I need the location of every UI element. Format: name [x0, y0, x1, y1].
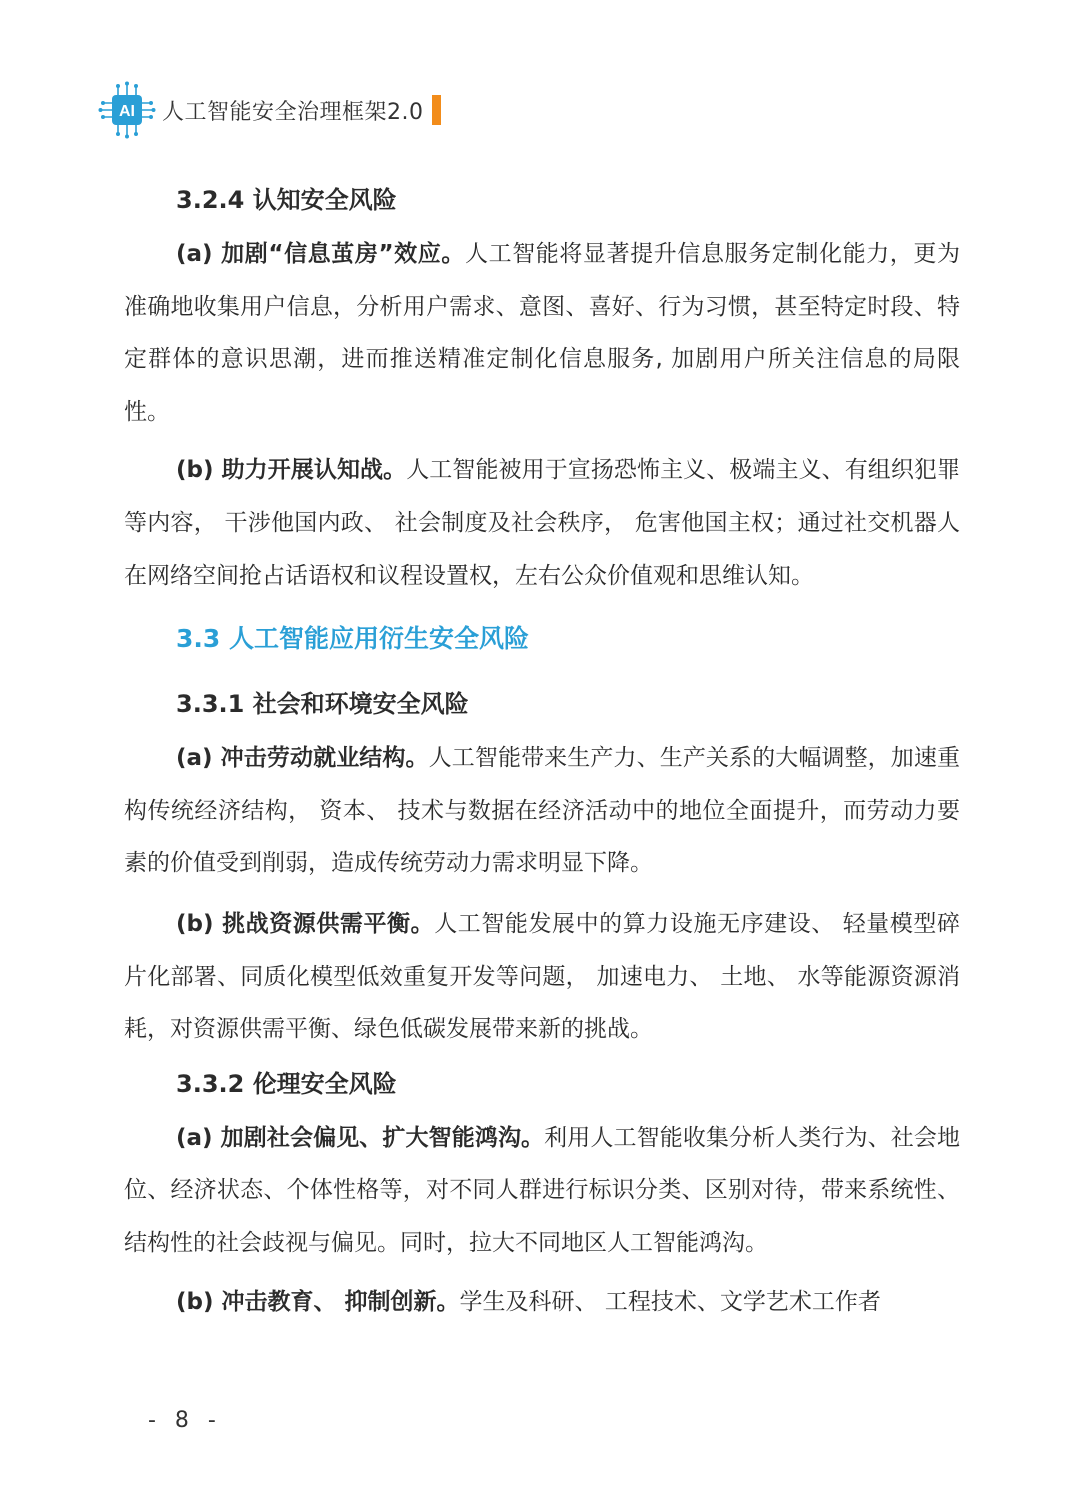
paragraph-3-2-4-b: [124, 444, 960, 602]
paragraph-text: 学生及科研、 工程技术、文学艺术工作者: [459, 1288, 881, 1315]
heading-3-3-2: 3.3.2 伦理安全风险: [176, 1069, 397, 1098]
paragraph-lead: (b) 挑战资源供需平衡。: [176, 910, 435, 937]
paragraph-3-3-2-a: [124, 1112, 960, 1270]
page-content: [124, 172, 960, 1328]
paragraph-lead: (a) 加剧“信息茧房”效应。: [176, 241, 465, 267]
paragraph-3-3-2-b: [124, 1276, 960, 1329]
page-header: [98, 80, 441, 140]
paragraph-text: 人工智能发展中的算力设施无序建设、 轻量模型碎片化部署、同质化模型低效重复开发等问题， 加速电力、 土地、 水等能源资源消耗，对资源供需平衡、绿色低碳发展带来新的挑战。: [124, 910, 961, 1043]
ai-chip-logo-icon: [98, 81, 156, 139]
heading-3-2-4: 3.2.4 认知安全风险: [176, 186, 397, 214]
heading-3-3-1: 3.3.1 社会和环境安全风险: [176, 690, 469, 719]
paragraph-lead: (a) 加剧社会偏见、扩大智能鸿沟。: [176, 1124, 545, 1151]
heading-3-3: 3.3 人工智能应用衍生安全风险: [176, 624, 529, 654]
paragraph-lead: (b) 冲击教育、 抑制创新。: [176, 1288, 460, 1315]
paragraph-text: 人工智能被用于宣扬恐怖主义、极端主义、有组织犯罪等内容， 干涉他国内政、 社会制度及社会秩序， 危害他国主权；通过社交机器人在网络空间抢占话语权和议程设置权，左右公众价值观和思维认知。: [124, 457, 960, 589]
paragraph-text: 人工智能将显著提升信息服务定制化能力，更为准确地收集用户信息，分析用户需求、意图、喜好、行为习惯，甚至特定时段、特定群体的意识思潮，进而推送精准定制化信息服务, 加剧用户所关注信息的局限性。: [124, 241, 961, 425]
paragraph-text: 人工智能带来生产力、生产关系的大幅调整，加速重构传统经济结构， 资本、 技术与数据在经济活动中的地位全面提升，而劳动力要素的价值受到削弱，造成传统劳动力需求明显下降。: [124, 745, 961, 877]
paragraph-lead: (b) 助力开展认知战。: [176, 457, 407, 484]
svg-text:AI: AI: [119, 103, 135, 120]
document-title: 人工智能安全治理框架2.0: [162, 99, 424, 125]
paragraph-lead: (a) 冲击劳动就业结构。: [176, 745, 429, 772]
paragraph-text: 利用人工智能收集分析人类行为、社会地位、经济状态、个体性格等，对不同人群进行标识分类、区别对待，带来系统性、结构性的社会歧视与偏见。同时，拉大不同地区人工智能鸿沟。: [124, 1124, 960, 1256]
paragraph-3-3-1-b: [124, 898, 960, 1056]
header-accent-bar: [432, 95, 441, 125]
page-number: - 8 -: [148, 1408, 222, 1433]
paragraph-3-2-4-a: [124, 228, 960, 438]
paragraph-3-3-1-a: [124, 732, 960, 890]
